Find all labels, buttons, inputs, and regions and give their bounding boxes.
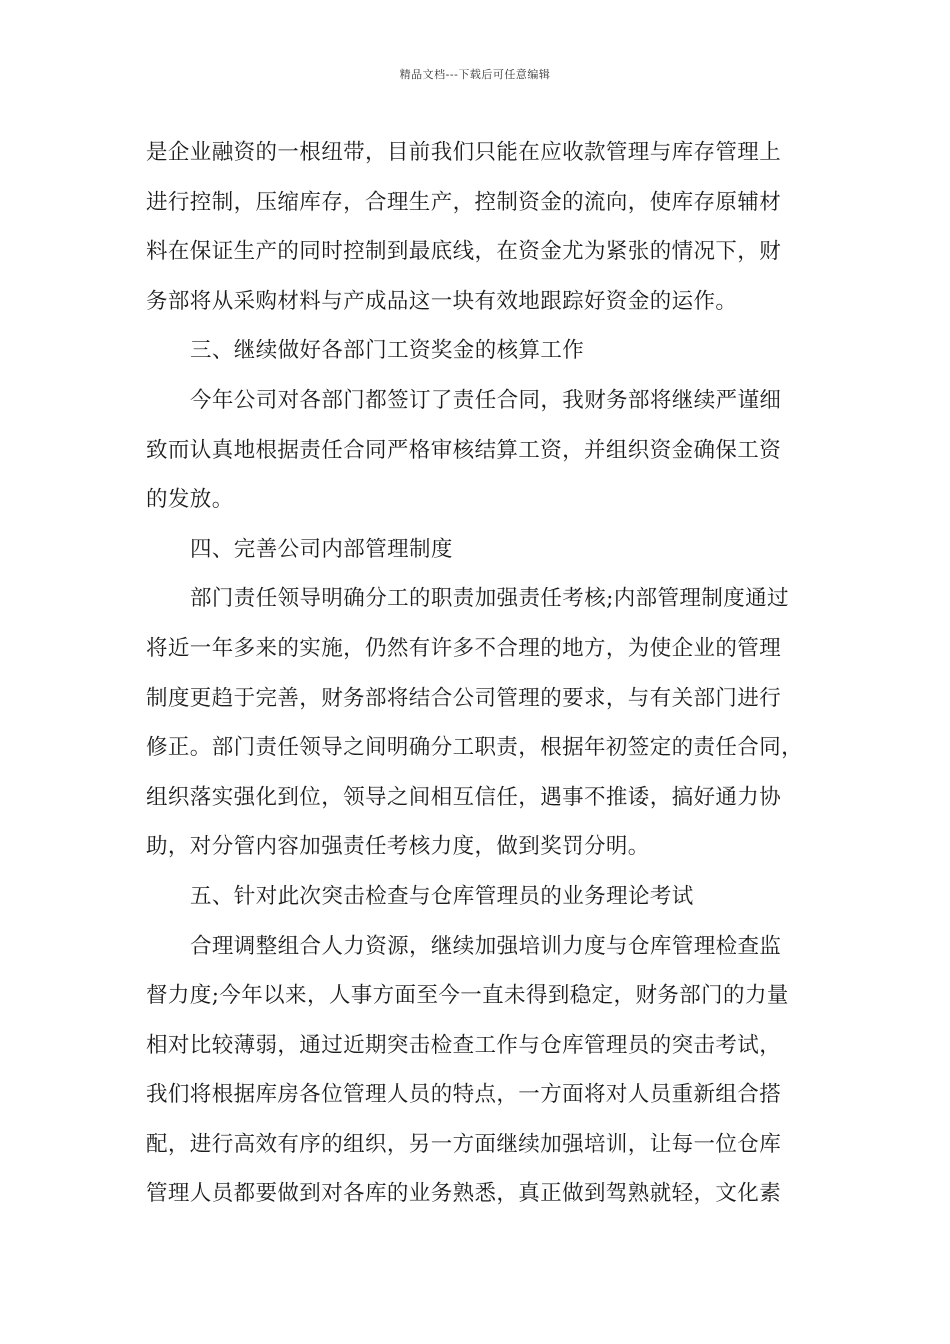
text-line-20: 我们将根据库房各位管理人员的特点，一方面将对人员重新组合搭 (146, 1082, 782, 1108)
text-line-14: 组织落实强化到位，领导之间相互信任，遇事不推诿，搞好通力协 (146, 784, 782, 810)
text-line-13: 修正。部门责任领导之间明确分工职责，根据年初签定的责任合同， (146, 735, 804, 761)
text-line-19: 相对比较薄弱，通过近期突击检查工作与仓库管理员的突击考试， (146, 1032, 782, 1058)
text-line-2: 进行控制，压缩库存，合理生产，控制资金的流向，使库存原辅材 (146, 189, 782, 215)
page-header: 精品文档---下载后可任意编辑 (399, 68, 551, 81)
text-line-22: 管理人员都要做到对各库的业务熟悉，真正做到驾熟就轻，文化素 (146, 1181, 782, 1207)
text-line-12: 制度更趋于完善，财务部将结合公司管理的要求，与有关部门进行 (146, 685, 782, 711)
text-line-1: 是企业融资的一根纽带，目前我们只能在应收款管理与库存管理上 (146, 140, 782, 165)
section-heading-3: 三、继续做好各部门工资奖金的核算工作 (190, 338, 585, 364)
text-line-11: 将近一年多来的实施，仍然有许多不合理的地方，为使企业的管理 (146, 635, 782, 661)
text-line-10: 部门责任领导明确分工的职责加强责任考核;内部管理制度通过 (190, 586, 789, 612)
text-line-7: 致而认真地根据责任合同严格审核结算工资，并组织资金确保工资 (146, 437, 782, 463)
text-line-18: 督力度;今年以来，人事方面至今一直未得到稳定，财务部门的力量 (146, 983, 789, 1009)
text-line-15: 助，对分管内容加强责任考核力度，做到奖罚分明。 (146, 834, 650, 860)
text-line-3: 料在保证生产的同时控制到最底线，在资金尤为紧张的情况下，财 (146, 239, 782, 265)
text-line-8: 的发放。 (146, 487, 234, 513)
section-heading-5: 五、针对此次突击检查与仓库管理员的业务理论考试 (190, 883, 694, 909)
text-line-21: 配，进行高效有序的组织，另一方面继续加强培训，让每一位仓库 (146, 1131, 782, 1157)
text-line-17: 合理调整组合人力资源，继续加强培训力度与仓库管理检查监 (190, 933, 782, 959)
text-line-4: 务部将从采购材料与产成品这一块有效地跟踪好资金的运作。 (146, 288, 738, 314)
section-heading-4: 四、完善公司内部管理制度 (190, 536, 453, 562)
document-body (146, 128, 826, 1219)
text-line-6: 今年公司对各部门都签订了责任合同，我财务部将继续严谨细 (190, 387, 782, 413)
